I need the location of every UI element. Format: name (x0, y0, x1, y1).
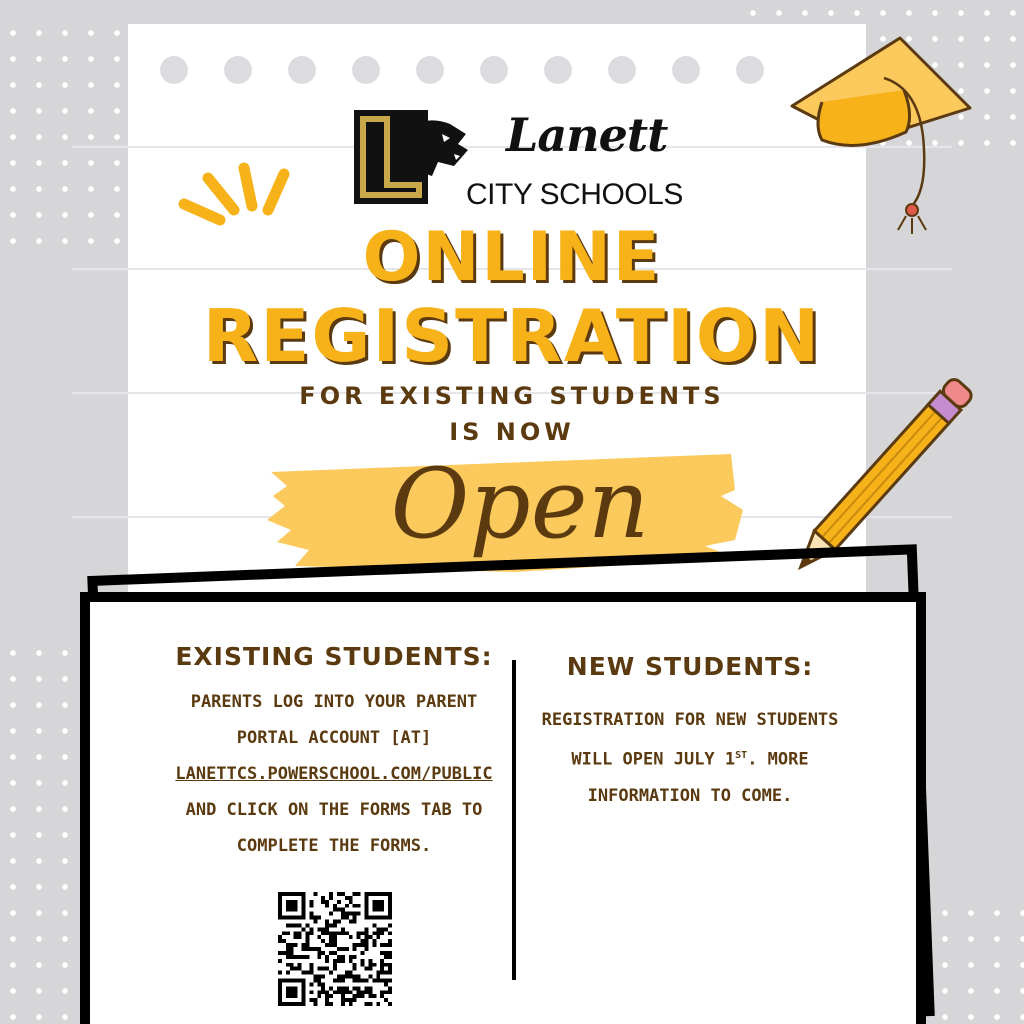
panther-logo-icon (354, 110, 470, 206)
brand-name: Lanett (506, 108, 668, 162)
date-ordinal: ST (735, 750, 748, 761)
new-students-line: INFORMATION TO COME. (587, 785, 793, 806)
new-students-more: . MORE (747, 749, 809, 770)
new-students-date: WILL OPEN JULY 1 (571, 749, 736, 770)
open-status: Open (390, 448, 650, 560)
brand-subtitle: CITY SCHOOLS (466, 178, 683, 211)
subheadline-line-2: IS NOW (449, 418, 575, 446)
paper-hole (672, 56, 700, 84)
existing-students-heading: EXISTING STUDENTS: (175, 642, 493, 671)
headline-line-2: REGISTRATION (202, 294, 822, 378)
dot-pattern-top-left (0, 20, 120, 260)
subheadline-line-1: FOR EXISTING STUDENTS (299, 382, 725, 410)
new-students-heading: NEW STUDENTS: (566, 652, 814, 681)
paper-hole (352, 56, 380, 84)
paper-hole (288, 56, 316, 84)
paper-hole (544, 56, 572, 84)
existing-students-line: PARENTS LOG INTO YOUR PARENT (190, 692, 478, 712)
paper-hole (608, 56, 636, 84)
existing-students-line: PORTAL ACCOUNT [AT] (236, 728, 432, 748)
new-students-line (516, 738, 864, 778)
qr-code-icon[interactable] (278, 892, 392, 1006)
dot-pattern-bottom-left (0, 640, 90, 1024)
paper-hole (480, 56, 508, 84)
powerschool-link[interactable]: LANETTCS.POWERSCHOOL.COM/PUBLIC (175, 764, 493, 784)
paper-hole (416, 56, 444, 84)
paper-hole (224, 56, 252, 84)
new-students-line: REGISTRATION FOR NEW STUDENTS (541, 710, 839, 730)
paper-hole (736, 56, 764, 84)
new-students-text (516, 702, 864, 814)
existing-students-line: AND CLICK ON THE FORMS TAB TO (185, 800, 483, 820)
graduation-cap-icon (764, 30, 974, 240)
paper-hole (160, 56, 188, 84)
existing-students-line: COMPLETE THE FORMS. (236, 836, 432, 856)
existing-students-text (146, 684, 522, 864)
headline-line-1: ONLINE (362, 218, 662, 297)
